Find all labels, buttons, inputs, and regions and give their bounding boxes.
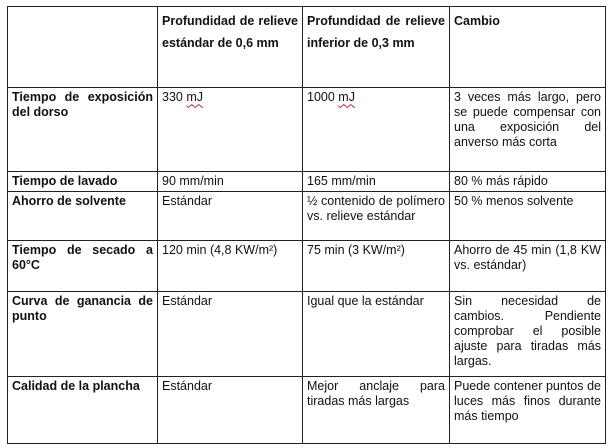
standard-unit: mJ (186, 90, 204, 105)
table-row (8, 191, 606, 240)
row-label: Curva de ganancia de punto (8, 291, 158, 376)
standard-value: 90 mm/min (158, 171, 303, 191)
standard-value (158, 88, 303, 171)
standard-number: 330 (162, 90, 187, 105)
header-change: Cambio (450, 7, 606, 88)
corner-cell (8, 7, 158, 88)
comparison-table (7, 6, 606, 444)
lower-number: 1000 (307, 90, 339, 105)
row-label: Tiempo de lavado (8, 171, 158, 191)
header-row (8, 7, 606, 88)
lower-value: 165 mm/min (303, 171, 450, 191)
row-label: Ahorro de solvente (8, 191, 158, 240)
standard-value: Estándar (158, 191, 303, 240)
change-value: Ahorro de 45 min (1,8 KW vs. estándar) (450, 240, 606, 291)
change-value: Puede contener puntos de luces más finos durante más tiempo (450, 376, 606, 443)
change-value: 50 % menos solvente (450, 191, 606, 240)
change-value: 80 % más rápido (450, 171, 606, 191)
header-standard-depth: Profundidad de relieve estándar de 0,6 mm (158, 7, 303, 88)
lower-value: Mejor anclaje para tiradas más largas (303, 376, 450, 443)
lower-value: Igual que la estándar (303, 291, 450, 376)
standard-value: Estándar (158, 291, 303, 376)
table-row (8, 171, 606, 191)
change-value: 3 veces más largo, pero se puede compensar con una exposición del anverso más corta (450, 88, 606, 171)
lower-value: 75 min (3 KW/m²) (303, 240, 450, 291)
table-row (8, 88, 606, 171)
row-label: Calidad de la plancha (8, 376, 158, 443)
lower-value (303, 88, 450, 171)
lower-value: ½ contenido de polímero vs. relieve estándar (303, 191, 450, 240)
lower-unit: mJ (338, 90, 355, 105)
row-label: Tiempo de exposición del dorso (8, 88, 158, 171)
table-row (8, 291, 606, 376)
change-value: Sin necesidad de cambios. Pendiente comprobar el posible ajuste para tiradas más largas. (450, 291, 606, 376)
row-label: Tiempo de secado a 60°C (8, 240, 158, 291)
standard-value: 120 min (4,8 KW/m²) (158, 240, 303, 291)
table-row (8, 376, 606, 443)
table-row (8, 240, 606, 291)
standard-value: Estándar (158, 376, 303, 443)
header-lower-depth: Profundidad de relieve inferior de 0,3 mm (303, 7, 450, 88)
